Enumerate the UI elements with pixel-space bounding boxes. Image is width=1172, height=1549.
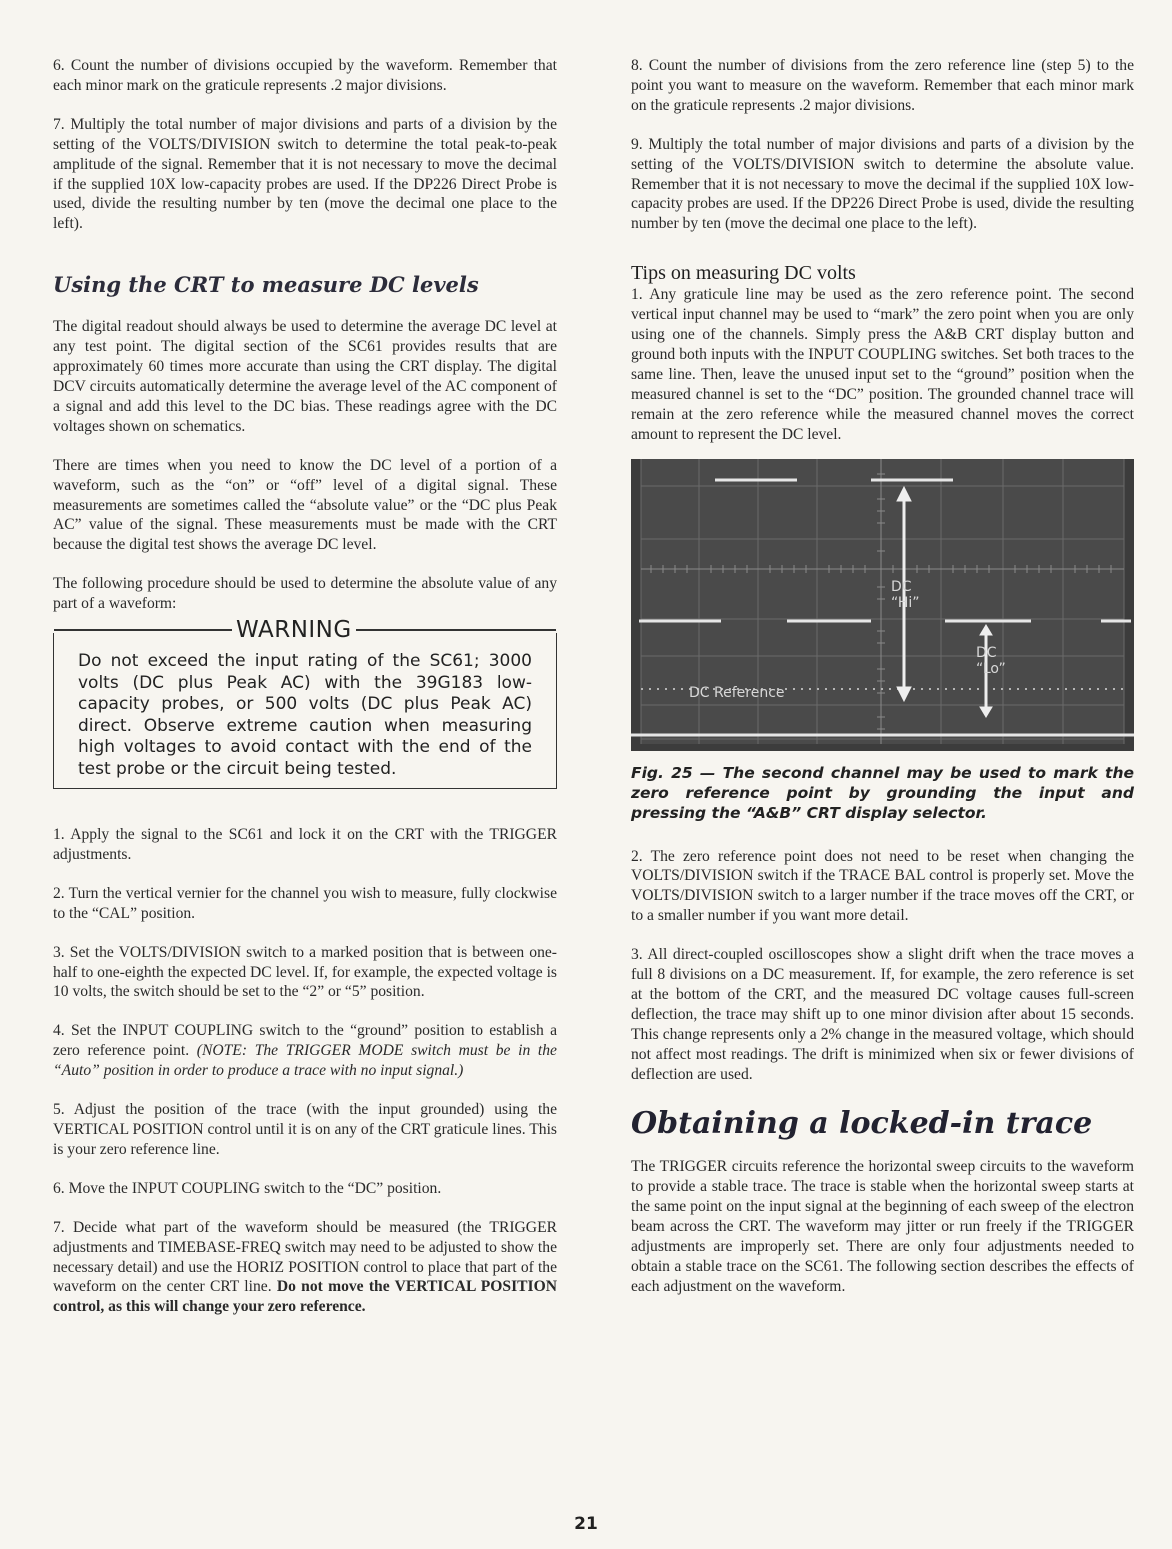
step-8-count: 8. Count the number of divisions from the zero reference line (step 5) to the point you want to measure on the waveform. Remember that each minor mark on the graticule represents .2 major divisions. xyxy=(631,57,1134,114)
step-7-text: 7. Decide what part of the waveform should be measured (the TRIGGER adjustments and TIMEBASE-FREQ switch may need to be adjusted to show the necessary detail) and use the HORIZ POSITION control to place that part of the waveform on the center CRT line. xyxy=(53,1218,557,1296)
tip-3-drift: 3. All direct-coupled oscilloscopes show a slight drift when the trace moves a full 8 divisions on a DC measurement. If, for example, the zero reference is set at the bottom of the CRT, and the measured DC voltage causes full-screen deflection, the trace may shift up to one minor division after about 15 seconds. This change represents only a 2% change in the measured voltage, which should not affect most readings. The drift is minimized when six or fewer divisions of deflection are used. xyxy=(631,946,1134,1083)
intro-paragraph-2: There are times when you need to know the DC level of a portion of a waveform, such as the “on” or “off” level of a digital signal. These measurements are sometimes called the “absolute value” or the “DC plus Peak AC” value of the signal. These measurements must be made with the CRT because the digital test shows the average DC level. xyxy=(53,456,557,554)
step-4-coupling xyxy=(53,1021,557,1081)
tip-1-graticule: 1. Any graticule line may be used as the zero reference point. The second vertical input channel may be used to “mark” the zero point when you are only using one of the channels. Simply press the A&B CRT display button and ground both inputs with the INPUT COUPLING switches. Set both traces to the same line. Then, leave the unused input set to the “ground” position when the measured channel is set to the “DC” position. The grounded channel trace will remain at the zero reference while the measured channel moves the correct amount to represent the DC level. xyxy=(631,286,1134,443)
step-4-note: (NOTE: The TRIGGER MODE switch must be in the “Auto” position in order to produce a trace with no input signal.) xyxy=(53,1042,557,1080)
step-6-count: 6. Count the number of divisions occupied by the waveform. Remember that each minor mark on the graticule represents .2 major divisions. xyxy=(53,57,557,94)
step-5-position: 5. Adjust the position of the trace (with the input grounded) using the VERTICAL POSITION control until it is on any of the CRT graticule lines. This is your zero reference line. xyxy=(53,1101,557,1158)
crt-label-dc-hi-line1: DC xyxy=(891,578,912,595)
crt-label-dc-hi xyxy=(891,579,920,611)
step-2-vernier: 2. Turn the vertical vernier for the channel you wish to measure, fully clockwise to the “CAL” position. xyxy=(53,884,557,922)
intro-paragraph-3: The following procedure should be used to determine the absolute value of any part of a waveform: xyxy=(53,575,557,613)
section-heading-locked-trace: Obtaining a locked-in trace xyxy=(631,1106,1093,1142)
warning-box xyxy=(53,617,557,789)
page-number: 21 xyxy=(574,1514,598,1534)
intro-paragraph-1: The digital readout should always be used to determine the average DC level at any test point. The digital section of the SC61 provides results that are approximately 60 times more accurate than using the CRT display. The digital DCV circuits automatically determine the average level of the AC component of a signal and add this level to the DC bias. These readings agree with the DC voltages shown on schematics. xyxy=(53,318,557,435)
step-7-multiply: 7. Multiply the total number of major divisions and parts of a division by the setting of the VOLTS/DIVISION switch to determine the total peak-to-peak amplitude of the signal. Remember that it is not necessary to move the decimal if the supplied 10X low-capacity probes are used. If the DP226 Direct Probe is used, divide the resulting number by ten (move the decimal one place to the left). xyxy=(53,115,557,233)
left-column xyxy=(53,56,557,1317)
warning-text: Do not exceed the input rating of the SC61; 3000 volts (DC plus Peak AC) with the 39G183 low-capacity probes, or 500 volts (DC plus Peak AC) direct. Observe extreme caution when measuring high voltages to avoid contact with the end of the test probe or the circuit being tested. xyxy=(78,651,532,779)
crt-graticule xyxy=(631,459,1134,751)
trigger-paragraph: The TRIGGER circuits reference the horizontal sweep circuits to the waveform to provide a stable trace. The trace is stable when the horizontal sweep starts at the same point on the input signal at the beginning of each sweep of the electron beam across the CRT. The waveform may jitter or run freely if the TRIGGER adjustments are improperly set. There are only four adjustments needed to obtain a stable trace on the SC61. The following section describes the effects of each adjustment on the waveform. xyxy=(631,1158,1134,1295)
step-3-volts-div: 3. Set the VOLTS/DIVISION switch to a marked position that is between one-half to one-eighth the expected DC level. If, for example, the expected voltage is 10 volts, the switch should be set to the “2” or “5” position. xyxy=(53,943,558,1001)
tips-heading: Tips on measuring DC volts xyxy=(631,262,856,285)
figure-25-caption: Fig. 25 — The second channel may be used to mark the zero reference point by grounding the input and pressing the “A&B” CRT display selector. xyxy=(631,763,1134,822)
step-6-dc: 6. Move the INPUT COUPLING switch to the “DC” position. xyxy=(53,1179,442,1197)
section-heading-crt-dc: Using the CRT to measure DC levels xyxy=(53,272,479,298)
crt-label-dc-lo-line2: “Lo” xyxy=(976,660,1006,677)
step-4-text: 4. Set the INPUT COUPLING switch to the “ground” position to establish a zero reference point. xyxy=(53,1022,557,1060)
warning-title-bar xyxy=(54,617,556,643)
right-column xyxy=(631,56,1134,1297)
crt-label-dc-reference: DC Reference xyxy=(689,684,785,701)
step-1-apply: 1. Apply the signal to the SC61 and lock it on the CRT with the TRIGGER adjustments. xyxy=(53,826,557,863)
warning-title: WARNING xyxy=(236,617,352,644)
step-7-warning: Do not move the VERTICAL POSITION control, as this will change your zero reference. xyxy=(53,1278,558,1316)
crt-label-dc-lo xyxy=(976,645,1006,677)
step-7-decide xyxy=(53,1218,557,1318)
crt-screen-figure xyxy=(631,459,1134,751)
crt-label-dc-lo-line1: DC xyxy=(976,644,997,661)
step-9-multiply: 9. Multiply the total number of major divisions and parts of a division by the setting of the VOLTS/DIVISION switch to determine the absolute value. Remember that it is not necessary to move the decimal if the supplied 10X low-capacity probes are used. If the DP226 Direct Probe is used, divide the resulting number by ten (move the decimal one place to the left). xyxy=(631,135,1134,233)
crt-label-dc-hi-line2: “Hi” xyxy=(891,594,920,611)
tip-2-reset: 2. The zero reference point does not need to be reset when changing the VOLTS/DIVISION switch if the TRACE BAL control is properly set. Move the VOLTS/DIVISION switch to a larger number if the trace moves off the CRT, or to a smaller number if you want more detail. xyxy=(631,847,1134,925)
